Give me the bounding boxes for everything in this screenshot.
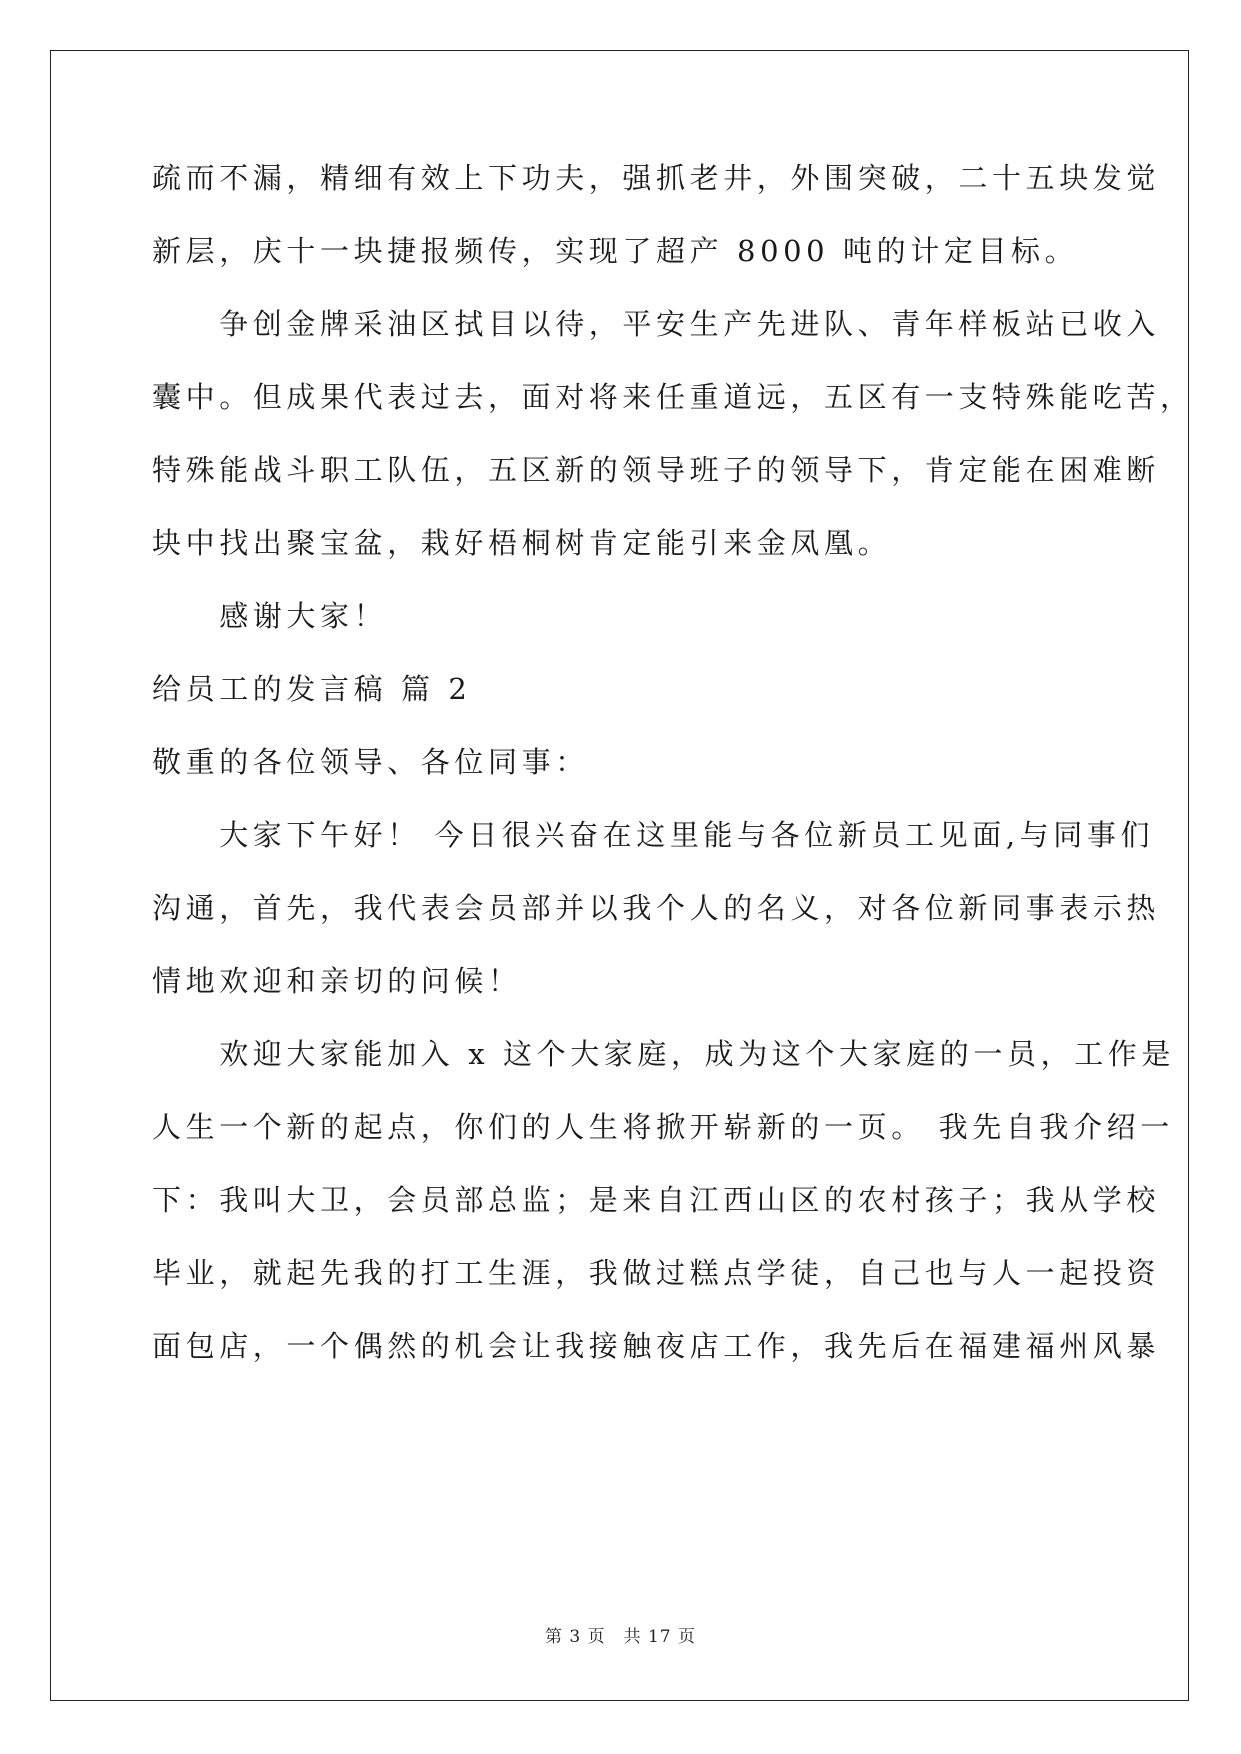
text-line: 块中找出聚宝盆，栽好梧桐树肯定能引来金凤凰。: [152, 526, 892, 560]
text-line: 特殊能战斗职工队伍，五区新的领导班子的领导下，肯定能在困难断: [152, 453, 1161, 487]
page-border: [50, 50, 1189, 1701]
text-line: 大家下午好！ 今日很兴奋在这里能与各位新员工见面,与同事们: [152, 818, 1155, 852]
salutation: 敬重的各位领导、各位同事：: [152, 745, 589, 779]
text-line: 沟通，首先，我代表会员部并以我个人的名义，对各位新同事表示热: [152, 891, 1161, 925]
text-line: 欢迎大家能加入 x 这个大家庭，成为这个大家庭的一员，工作是: [152, 1037, 1175, 1071]
text-line: 疏而不漏，精细有效上下功夫，强抓老井，外围突破，二十五块发觉: [152, 161, 1161, 195]
text-line: 人生一个新的起点，你们的人生将掀开崭新的一页。 我先自我介绍一: [152, 1110, 1174, 1144]
text-line: 下：我叫大卫，会员部总监；是来自江西山区的农村孩子；我从学校: [152, 1183, 1161, 1217]
text-line: 情地欢迎和亲切的问候！: [152, 964, 522, 998]
text-line: 争创金牌采油区拭目以待，平安生产先进队、青年样板站已收入: [152, 307, 1161, 341]
text-line: 面包店，一个偶然的机会让我接触夜店工作，我先后在福建福州风暴: [152, 1329, 1161, 1363]
text-line: 毕业，就起先我的打工生涯，我做过糕点学徒，自己也与人一起投资: [152, 1256, 1161, 1290]
section-heading: 给员工的发言稿 篇 2: [152, 672, 472, 706]
text-line: 囊中。但成果代表过去，面对将来任重道远，五区有一支特殊能吃苦，: [152, 380, 1194, 414]
page-number-footer: 第 3 页 共 17 页: [544, 1627, 697, 1647]
text-line: 感谢大家！: [152, 599, 388, 633]
text-line: 新层，庆十一块捷报频传，实现了超产 8000 吨的计定目标。: [152, 234, 1079, 268]
